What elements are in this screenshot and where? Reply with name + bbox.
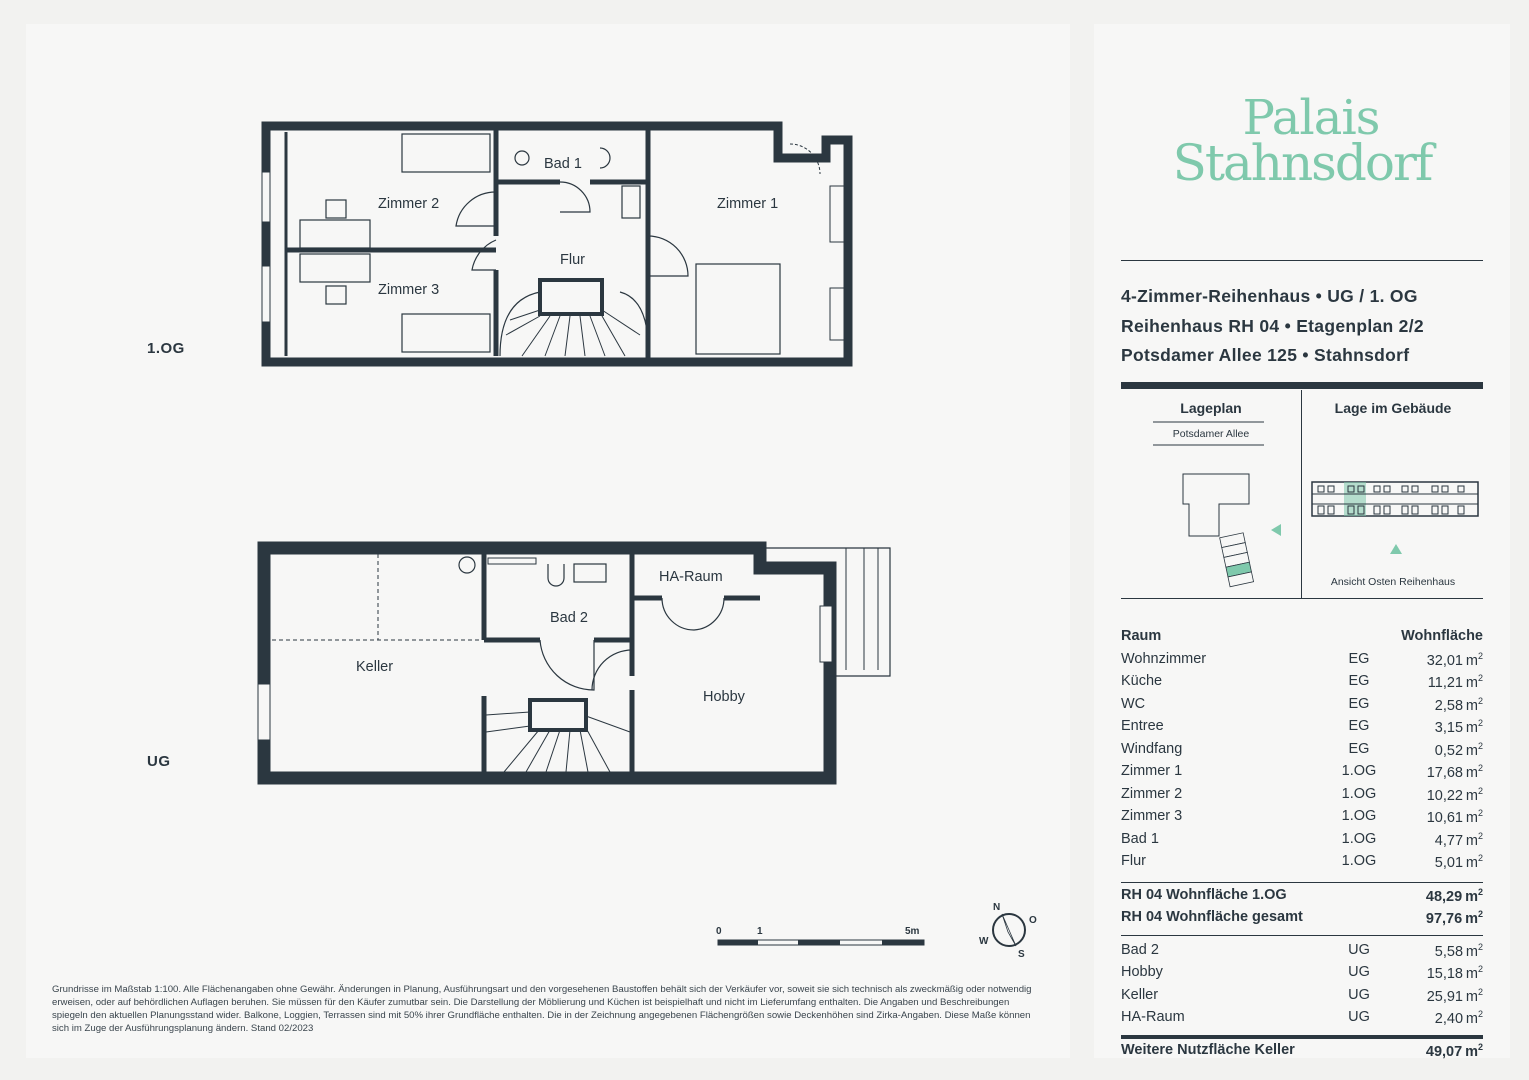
title-line: Potsdamer Allee 125 • Stahnsdorf (1121, 345, 1410, 365)
row-area: 2,40 $m^2$ (1434, 1009, 1483, 1027)
logo-line2: Stahnsdorf (1172, 134, 1432, 192)
elevation-caption: Ansicht Osten Reihenhaus (1330, 576, 1456, 588)
row-area: 5,58 $m^2$ (1434, 941, 1483, 960)
info-content (1094, 24, 1510, 1058)
scale-bar (714, 920, 934, 952)
table-row (1121, 786, 1483, 809)
row-area: 32,01 $m^2$ (1426, 650, 1483, 669)
floor-label-ug: UG (147, 753, 171, 770)
row-floor: EG (1348, 673, 1370, 689)
table-row (1121, 964, 1483, 987)
row-footer (1121, 1042, 1483, 1065)
row-area: 17,68 $m^2$ (1426, 763, 1483, 781)
compass-s: S (1018, 949, 1025, 960)
scale-tick-label: 1 (757, 926, 763, 937)
lageplan-map (1121, 416, 1301, 596)
row-room: Zimmer 1 (1121, 763, 1183, 779)
floorplan-ug (254, 540, 914, 790)
lageplan-title: Lageplan (1180, 400, 1242, 416)
room-label: Zimmer 3 (378, 282, 440, 298)
row-room: RH 04 Wohnfläche 1.OG (1121, 886, 1287, 903)
divider (1121, 260, 1483, 261)
row-area: 15,18 $m^2$ (1426, 964, 1483, 982)
area-table (1121, 628, 1483, 1064)
row-room: Entree (1121, 718, 1164, 734)
room-label: Bad 1 (544, 156, 582, 172)
table-row (1121, 1009, 1483, 1032)
building-elevation (1302, 416, 1484, 596)
floor-label-og: 1.OG (147, 340, 185, 357)
row-area: 5,01 $m^2$ (1434, 853, 1483, 871)
table-row (1121, 887, 1483, 910)
row-floor: 1.OG (1341, 808, 1377, 824)
row-area: 49,07 $m^2$ (1425, 1041, 1483, 1060)
row-room: Zimmer 3 (1121, 808, 1183, 824)
table-row (1121, 831, 1483, 854)
compass-o: O (1029, 915, 1037, 926)
table-row (1121, 651, 1483, 674)
rows-main (1121, 651, 1483, 876)
row-room: Bad 2 (1121, 941, 1159, 958)
table-row (1121, 942, 1483, 965)
row-room: Windfang (1121, 740, 1183, 757)
table-row (1121, 909, 1483, 932)
lageplan-box (1121, 386, 1301, 596)
street-label: Potsdamer Allee (1172, 428, 1250, 440)
row-room: Wohnzimmer (1121, 650, 1207, 667)
row-floor: 1.OG (1341, 763, 1377, 779)
room-label: Zimmer 1 (717, 196, 779, 212)
lage-box (1302, 386, 1484, 596)
row-area: 10,61 $m^2$ (1426, 808, 1483, 826)
row-room: Keller (1121, 986, 1159, 1003)
row-room: Flur (1121, 853, 1146, 869)
compass-n: N (993, 902, 1001, 913)
room-label: Hobby (703, 689, 745, 705)
table-row (1121, 853, 1483, 876)
col-header-area: Wohnfläche (1401, 628, 1483, 644)
disclaimer-text: Grundrisse im Maßstab 1:100. Alle Flächenangaben ohne Gewähr. Änderungen in Planung, Ausführungsart und den vorgesehenen Baustoffen behält sich der Verkäufer vor, soweit sie sich technisch als zweckmäßig oder notwendig erweisen, oder auf behördlichen Auflagen beruhen. Sie müssen für den Käufer zumutbar sein. Die Darstellung der Möblierung und Küchen ist beispielhaft und nicht im Lieferumfang enthalten. Die Angaben und Beschreibungen spiegeln den aktuellen Planungsstand wider. Balkone, Loggien, Terrassen sind mit 50% ihrer Grundfläche enthalten. Die in der Zeichnung angegebenen Flächengrößen sowie Deckenhöhen sind Zirka-Angaben. Diese Maße können sich im Zuge der Ausführungsplanung ändern. Stand 02/2023 (52, 984, 1032, 1034)
lage-title: Lage im Gebäude (1334, 400, 1452, 416)
row-room: HA-Raum (1121, 1009, 1185, 1025)
scale-tick-label: 0 (716, 926, 722, 937)
compass-icon (972, 896, 1042, 966)
row-area: 4,77 $m^2$ (1434, 830, 1483, 849)
project-title (1121, 282, 1424, 371)
row-room: Bad 1 (1121, 830, 1159, 847)
table-row (1121, 718, 1483, 741)
row-floor: UG (1348, 964, 1370, 980)
row-area: 2,58 $m^2$ (1434, 695, 1483, 714)
floorplan-og (260, 120, 860, 370)
rows-totals (1121, 887, 1483, 932)
row-floor: UG (1348, 1009, 1370, 1025)
row-area: 97,76 $m^2$ (1425, 909, 1483, 927)
row-floor: EG (1348, 718, 1370, 734)
room-label: Zimmer 2 (378, 196, 440, 212)
row-room: WC (1121, 695, 1146, 712)
scale-tick-label: 5m (905, 926, 920, 937)
table-row (1121, 1042, 1483, 1065)
table-row (1121, 696, 1483, 719)
row-area: 10,22 $m^2$ (1426, 785, 1483, 804)
table-row (1121, 673, 1483, 696)
table-row (1121, 808, 1483, 831)
room-label: Bad 2 (550, 610, 588, 626)
table-row (1121, 763, 1483, 786)
row-room: Hobby (1121, 964, 1163, 980)
room-label: Flur (560, 252, 585, 268)
row-floor: EG (1348, 740, 1370, 757)
title-line: 4-Zimmer-Reihenhaus • UG / 1. OG (1121, 286, 1418, 306)
title-line: Reihenhaus RH 04 • Etagenplan 2/2 (1121, 315, 1424, 336)
compass-w: W (979, 936, 989, 947)
row-floor: EG (1348, 650, 1370, 667)
row-area: 48,29 $m^2$ (1425, 886, 1483, 905)
divider (1121, 598, 1483, 599)
rows-ug (1121, 942, 1483, 1032)
row-area: 25,91 $m^2$ (1426, 986, 1483, 1005)
logo (1094, 90, 1510, 192)
row-floor: UG (1348, 941, 1370, 958)
row-room: Küche (1121, 673, 1163, 689)
col-header-room: Raum (1121, 628, 1162, 644)
room-label: Keller (356, 659, 394, 675)
row-floor: UG (1348, 986, 1370, 1003)
row-area: 3,15 $m^2$ (1434, 718, 1483, 736)
table-row (1121, 987, 1483, 1010)
room-label: HA-Raum (659, 569, 723, 585)
table-row (1121, 741, 1483, 764)
table-header (1121, 628, 1483, 651)
row-area: 11,21 $m^2$ (1427, 673, 1483, 691)
row-floor: 1.OG (1341, 830, 1377, 847)
row-room: Weitere Nutzfläche Keller (1121, 1041, 1295, 1058)
row-room: Zimmer 2 (1121, 785, 1183, 802)
row-floor: EG (1348, 695, 1370, 712)
row-floor: 1.OG (1341, 785, 1377, 802)
logo-line1: Palais (1242, 90, 1380, 146)
row-room: RH 04 Wohnfläche gesamt (1121, 909, 1303, 925)
row-area: 0,52 $m^2$ (1434, 740, 1483, 759)
row-floor: 1.OG (1341, 853, 1377, 869)
